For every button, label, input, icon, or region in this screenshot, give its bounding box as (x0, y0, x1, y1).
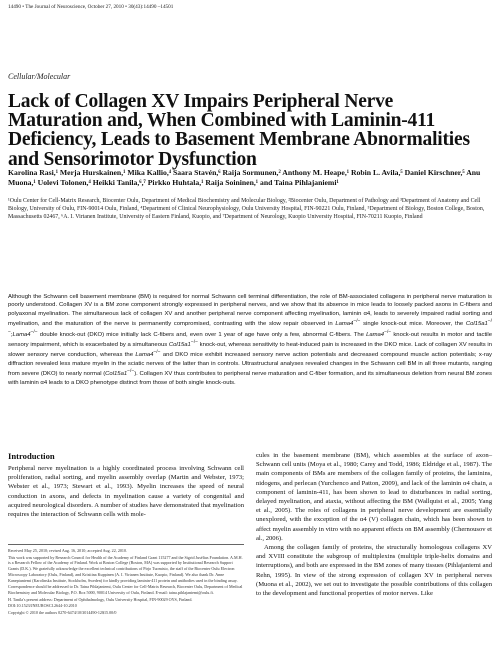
gene-name: Lama4 (335, 321, 354, 328)
gene-name: Col15a1 (465, 321, 488, 328)
introduction-paragraph: Peripheral nerve myelination is a highly coordinated process involving Schwann cell proliferation, radial sorting, and myelin assembly overlap (Martin and Webster, 1973; Webster et al., 1973; Stewart et al., 1993). Myelin increases the speed of neural conduction in axons, and defects in myelination cause a variety of congenital and acquired neurological disorders. A number of studies have demonstrated that myelination requires the interaction of Schwann cells with mole- (8, 465, 244, 519)
abstract-text: knock-out, whereas sensitivity to heat-induced pain is increased in the DKO mice. Lack of collagen XV results in slower sensory nerve conduction, whereas the (8, 341, 492, 359)
left-column (8, 451, 244, 519)
footnotes (8, 544, 244, 617)
article-title: Lack of Collagen XV Impairs Peripheral Nerve Maturation and, When Combined with Laminin-411 Deficiency, Leads to Basement Membrane Abnormalities and Sensorimotor Dysfunction (8, 91, 470, 170)
genotype-superscript: −/− (127, 369, 135, 375)
gene-name: Lama4 (366, 331, 385, 338)
gene-name: Lama4 (135, 352, 154, 359)
introduction-heading: Introduction (8, 451, 55, 461)
gene-name: Lama4 (12, 331, 31, 338)
right-column (256, 451, 492, 598)
doi: DOI:10.1523/JNEUROSCI.2644-10.2010 (8, 603, 77, 609)
abstract-text: ). Collagen XV thus contributes to peripheral nerve maturation and C-fiber formation, and its simultaneous deletion from neural BM zones with laminin α4 leads to a DKO phenotype distinct from those of both single knock-outs. (8, 371, 492, 386)
correspondence-note: Correspondence should be addressed to Dr. Taina Pihlajaniemi, Oulu Center for Cell-Matrix Research, Biocenter Oulu, Department of Medical Biochemistry and Molecular Biology, P.O. Box 5000, 90014 University of Oulu, Finland. E-mail: taina.pihlajaniemi@oulu.fi. (8, 584, 243, 595)
genotype-superscript: −/− (384, 329, 392, 335)
copyright: Copyright © 2010 the authors 0270-6474/10/3014490-12$15.00/0 (8, 610, 117, 616)
received-dates: Received May 25, 2010; revised Aug. 16, 2010; accepted Aug. 22, 2010. (8, 548, 128, 553)
introduction-paragraph: Among the collagen family of proteins, the structurally homologous collagens XV and XVIII constitute the subgroup of multiplexins (multiple triple-helix domains and interruptions), and both are expressed in the BM zones of many tissues (Pihlajaniemi and Rehn, 1995). In view of the strong expression of collagen XV in peripheral nerves (Muona et al., 2002), we set out to investigate the possible contributions of this collagen to the development and functional properties of motor nerves. Like (256, 544, 492, 598)
gene-name: Col15a1 (168, 341, 191, 348)
abstract-text: ; (10, 331, 13, 338)
genotype-superscript: −/− (353, 319, 361, 325)
affiliations: ¹Oulu Center for Cell-Matrix Research, Biocenter Oulu, Department of Medical Biochemistry and Molecular Biology, ²Biocenter Oulu, Department of Pathology and ³Department of Anatomy and Cell Biology, University of Oulu, FIN-90014 Oulu, Finland, ⁴Department of Clinical Neurophysiology, Oulu University Hospital, FIN-90221 Oulu, Finland, ⁵Department of Biology, Boston College, Boston, Massachusetts 02467, ⁶A. I. Virtanen Institute, University of Eastern Finland, Kuopio, and ⁷Department of Neurology, Kuopio University Hospital, FIN-70211 Kuopio, Finland (8, 198, 485, 221)
genotype-superscript: −/− (8, 319, 493, 335)
section-label: Cellular/Molecular (8, 72, 71, 81)
abstract-text: knock-out results in motor and tactile sensory impairment, which is exacerbated by a simultaneous (8, 331, 492, 348)
abstract-text: single knock-out mice. Moreover, the (360, 321, 466, 328)
introduction-paragraph: cules in the basement membrane (BM), which assembles at the surface of axon–Schwann cell units (Moya et al., 1980; Carey and Todd, 1986; Eldridge et al., 1987). The main components of BMs are members of the collagen family of proteins, the laminins, nidogens, and perlecan (Yurchenco and Patton, 2009), and lack of the laminin α4 chain, a component of laminin-411, has been shown to lead to disturbances in radial sorting, delayed myelination, and ataxia, without affecting the BM (Wallquist et al., 2005; Yang et al., 2005). The roles of collagens in peripheral nerve development are essentially unexplored, with the exception of the α4 (V) collagen chain, which has been shown to affect myelin assembly in vitro with no apparent effects on BM assembly (Chernousov et al., 2006). (256, 452, 492, 542)
running-header: 14490 • The Journal of Neuroscience, October 27, 2010 • 30(43):14490 –14501 (8, 4, 174, 10)
genotype-superscript: −/− (190, 339, 198, 345)
abstract-text: double knock-out (DKO) mice initially lack C-fibers and, even over 1 year of age have only a few, abnormal C-fibers. The (37, 331, 367, 338)
author-list: Karolina Rasi,¹ Merja Hurskainen,¹ Mika Kallio,⁴ Saara Stavén,⁶ Raija Sormunen,² Anthony M. Heape,¹ Robin L. Avila,⁵ Daniel Kirschner,⁵ Anu Muona,¹ Uolevi Tolonen,⁴ Heikki Tanila,⁶,⁷ Pirkko Huhtala,¹ Raija Soininen,¹ and Taina Pihlajaniemi¹ (8, 168, 481, 187)
abstract-text: Although the Schwann cell basement membrane (BM) is required for normal Schwann cell terminal differentiation, the role of BM-associated collagens in peripheral nerve maturation is poorly understood. Collagen XV is a BM zone component strongly expressed in peripheral nerves, and we show that its absence in mice leads to loosely packed axons in C-fibers and polyaxonal myelination. The simultaneous lack of collagen XV and another peripheral nerve component affecting myelination, laminin α4, leads to severely impaired radial sorting and myelination, and the maturation of the nerve is permanently compromised, contrasting with the slow repair observed in (8, 294, 492, 328)
address-note: H. Tanila's present address: Department of Ophthalmology, Oulu University Hospital, FIN-90029 OYS, Finland. (8, 596, 193, 602)
abstract-text: and DKO mice exhibit increased sensory nerve action potentials and decreased compound muscle action potentials; x-ray diffraction revealed less mature myelin in the sciatic nerves of the latter than in controls. Ultrastructural analyses revealed changes in the Schwann cell BM in all three mutants, ranging from severe (DKO) to nearly normal ( (8, 352, 492, 378)
genotype-superscript: −/− (153, 350, 161, 356)
funding-note: This work was supported by Research Council for Health of the Academy of Finland Grant 115277 and the Sigrid Jusélius Foundation. A.M.H. is a Research Fellow of the Academy of Finland. Work at Boston College (Boston, MA) was supported by Institutional Research Support Grants (D.K.). We gratefully acknowledge the excellent technical contributions of Pirjo Tuomisto, the staff of the Biocenter Oulu Electron Microscopy Laboratory (Oulu, Finland), and Kristiina Kuppinen (A. I. Virtanen Institute, Kuopio, Finland). We also thank Dr. Anne Kaneptuniemi (Karolinska Institute, Stockholm, Sweden) for kindly providing laminin-411 protein and antibodies used in the binding assay. (8, 554, 243, 583)
abstract (8, 293, 492, 387)
genotype-superscript: −/− (30, 329, 38, 335)
gene-name: Col15a1 (105, 371, 128, 378)
